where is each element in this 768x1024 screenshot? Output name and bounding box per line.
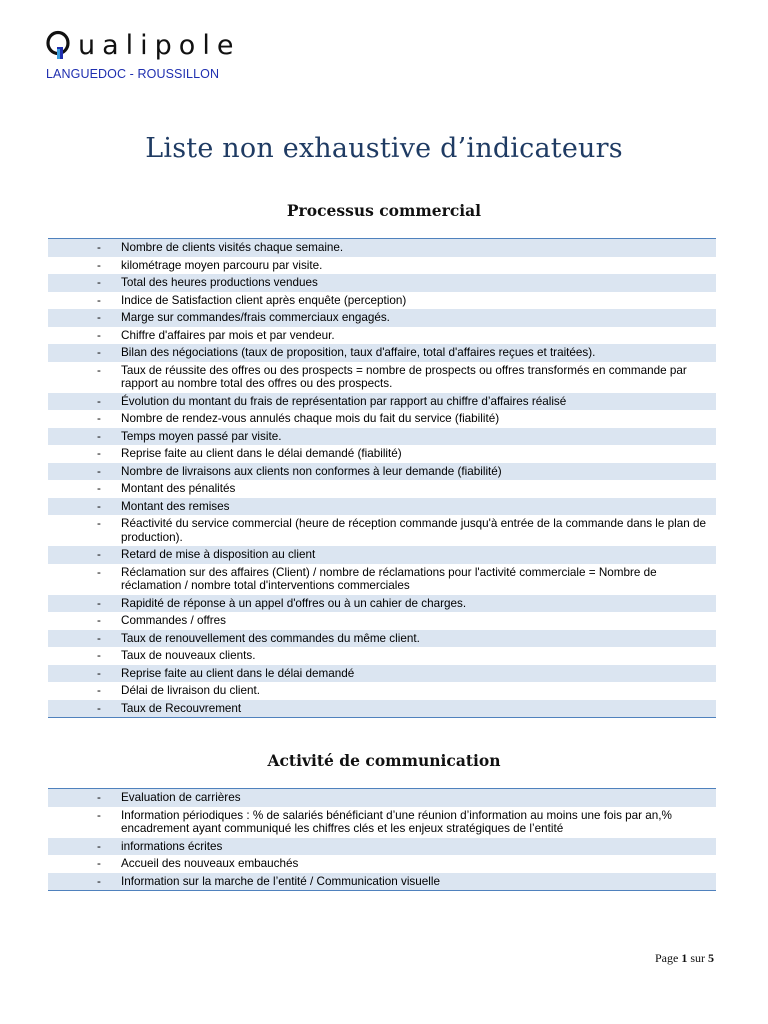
- indicator-text: kilométrage moyen parcouru par visite.: [121, 258, 323, 272]
- indicator-text: Reprise faite au client dans le délai demandé: [121, 665, 716, 683]
- indicator-row: [48, 873, 716, 891]
- indicator-row: [48, 612, 716, 630]
- bullet-dash: -: [97, 293, 101, 307]
- indicator-text: Temps moyen passé par visite.: [121, 428, 716, 446]
- bullet-dash: -: [48, 789, 121, 807]
- bullet-dash: -: [48, 546, 121, 564]
- page-total: 5: [708, 951, 714, 965]
- logo-region: LANGUEDOC - ROUSSILLON: [46, 67, 220, 81]
- indicator-text: Marge sur commandes/frais commerciaux engagés.: [121, 309, 716, 327]
- section-title-communication: Activité de communication: [267, 751, 501, 770]
- indicator-row: [48, 665, 716, 683]
- indicator-row: [48, 428, 716, 446]
- indicator-text: Bilan des négociations (taux de proposition, taux d'affaire, total d'affaires reçues et traitées).: [121, 344, 716, 362]
- bullet-dash: -: [48, 309, 121, 327]
- indicator-text: Réclamation sur des affaires (Client) / nombre de réclamations pour l'activité commerciale = Nombre de réclamation / nombre total d'interventions commerciales: [121, 565, 657, 592]
- indicator-row: [48, 647, 716, 665]
- indicator-row: [48, 630, 716, 648]
- indicator-row: [48, 393, 716, 411]
- indicator-text: Nombre de clients visités chaque semaine.: [121, 239, 716, 257]
- indicator-row: [48, 700, 716, 718]
- indicator-row: [48, 546, 716, 564]
- indicator-row: [48, 309, 716, 327]
- indicator-row: [48, 445, 716, 463]
- indicator-row: [48, 682, 716, 700]
- indicator-text: Nombre de livraisons aux clients non conformes à leur demande (fiabilité): [121, 463, 716, 481]
- indicator-row: [48, 838, 716, 856]
- indicator-text: informations écrites: [121, 838, 716, 856]
- bullet-dash: -: [48, 873, 121, 891]
- bullet-dash: -: [48, 700, 121, 718]
- bullet-dash: -: [97, 614, 101, 627]
- logo-wordmark: [46, 30, 240, 60]
- indicator-text: Taux de renouvellement des commandes du même client.: [121, 630, 716, 648]
- indicator-row: [48, 344, 716, 362]
- bullet-dash: -: [48, 838, 121, 856]
- indicator-table-commercial: [48, 238, 716, 718]
- bullet-dash: -: [97, 684, 101, 697]
- indicator-row: [48, 274, 716, 292]
- indicator-text: Evaluation de carrières: [121, 789, 716, 807]
- indicator-row: [48, 498, 716, 516]
- bullet-dash: -: [48, 274, 121, 292]
- bullet-dash: -: [97, 363, 101, 377]
- page-word: Page: [655, 951, 679, 965]
- bullet-dash: -: [48, 393, 121, 411]
- bullet-dash: -: [97, 517, 101, 530]
- indicator-row: [48, 257, 716, 275]
- qualipole-logo: [46, 29, 241, 81]
- indicator-row: [48, 855, 716, 873]
- indicator-row: [48, 463, 716, 481]
- bullet-dash: -: [97, 258, 101, 272]
- bullet-dash: -: [97, 412, 101, 425]
- bullet-dash: -: [97, 447, 101, 460]
- indicator-text: Taux de réussite des offres ou des prospects = nombre de prospects ou offres transformés en commande par rapport au nombre total des offres ou des prospects.: [121, 363, 687, 390]
- bullet-dash: -: [48, 463, 121, 481]
- bullet-dash: -: [48, 595, 121, 613]
- indicator-row: [48, 480, 716, 498]
- indicator-text: Montant des pénalités: [121, 482, 236, 495]
- bullet-dash: -: [48, 428, 121, 446]
- indicator-text: Réactivité du service commercial (heure de réception commande jusqu'à entrée de la commande dans le plan de production).: [121, 517, 706, 544]
- section-title-commercial: Processus commercial: [286, 201, 482, 220]
- page-of-word: sur: [690, 951, 705, 965]
- bullet-dash: -: [97, 649, 101, 662]
- indicator-text: Chiffre d'affaires par mois et par vendeur.: [121, 328, 335, 342]
- bullet-dash: -: [48, 498, 121, 516]
- indicator-text: Rapidité de réponse à un appel d'offres ou à un cahier de charges.: [121, 595, 716, 613]
- indicator-text: Information périodiques : % de salariés bénéficiant d’une réunion d’information au moins une fois par an,% encadrement ayant communiqué les chiffres clés et les enjeux stratégiques de l’entité: [121, 808, 672, 835]
- indicator-text: Commandes / offres: [121, 614, 227, 627]
- indicator-row: [48, 362, 716, 393]
- indicator-text: Délai de livraison du client.: [121, 684, 261, 697]
- indicator-row: [48, 292, 716, 310]
- document-title: Liste non exhaustive d’indicateurs: [145, 133, 623, 164]
- indicator-row: [48, 564, 716, 595]
- page-current: 1: [681, 951, 688, 965]
- indicator-row: [48, 515, 716, 546]
- logo-wordmark-text: ualipole: [78, 29, 241, 61]
- indicator-text: Taux de nouveaux clients.: [121, 649, 256, 662]
- page-number: [655, 951, 714, 966]
- indicator-text: Total des heures productions vendues: [121, 274, 716, 292]
- indicator-row: [48, 789, 716, 807]
- indicator-table-communication: [48, 788, 716, 891]
- bullet-dash: -: [97, 808, 101, 822]
- indicator-text: Retard de mise à disposition au client: [121, 546, 716, 564]
- indicator-text: Évolution du montant du frais de représentation par rapport au chiffre d’affaires réalisé: [121, 393, 716, 411]
- indicator-text: Montant des remises: [121, 498, 716, 516]
- bullet-dash: -: [97, 565, 101, 579]
- bullet-dash: -: [97, 482, 101, 495]
- indicator-text: Taux de Recouvrement: [121, 700, 716, 718]
- bullet-dash: -: [48, 344, 121, 362]
- indicator-row: [48, 807, 716, 838]
- logo-q-emblem-icon: [46, 30, 72, 60]
- indicator-text: Reprise faite au client dans le délai demandé (fiabilité): [121, 447, 402, 460]
- bullet-dash: -: [97, 328, 101, 342]
- bullet-dash: -: [48, 239, 121, 257]
- indicator-text: Accueil des nouveaux embauchés: [121, 857, 299, 870]
- bullet-dash: -: [48, 665, 121, 683]
- bullet-dash: -: [48, 630, 121, 648]
- indicator-row: [48, 410, 716, 428]
- indicator-row: [48, 239, 716, 257]
- bullet-dash: -: [97, 857, 101, 870]
- indicator-text: Indice de Satisfaction client après enquête (perception): [121, 293, 407, 307]
- indicator-row: [48, 595, 716, 613]
- indicator-row: [48, 327, 716, 345]
- indicator-text: Nombre de rendez-vous annulés chaque mois du fait du service (fiabilité): [121, 412, 500, 425]
- indicator-text: Information sur la marche de l’entité / Communication visuelle: [121, 873, 716, 891]
